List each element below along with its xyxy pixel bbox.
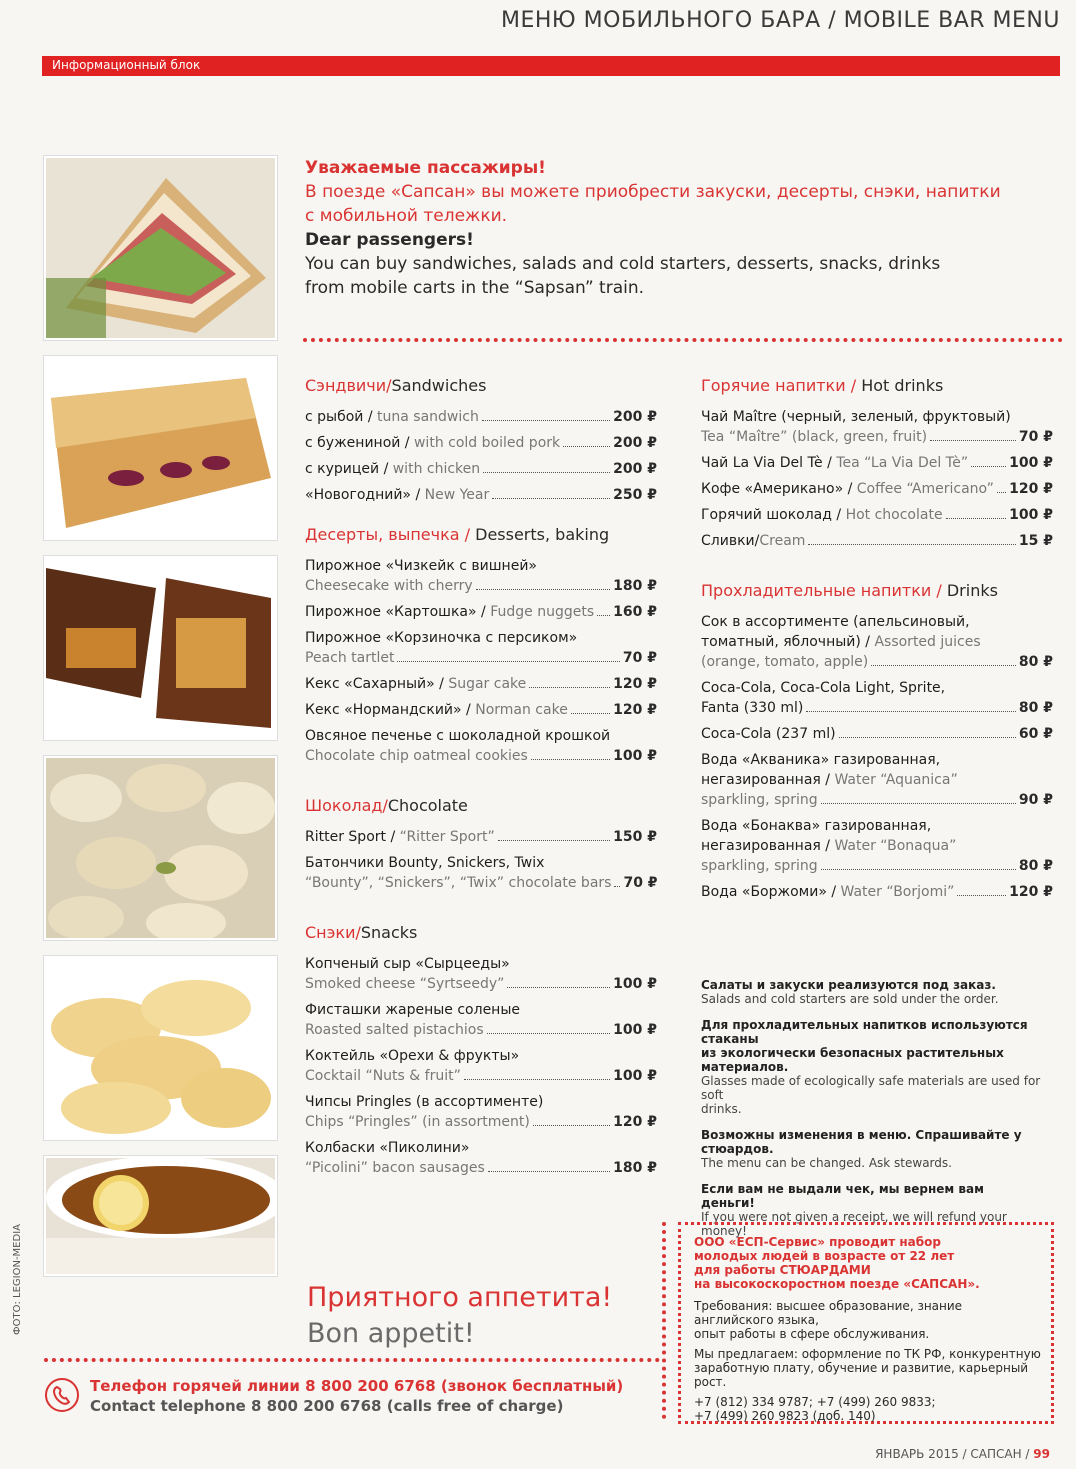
section-title-snacks [305,923,657,942]
item-name-ru: Пирожное «Чизкейк с вишней» [305,558,537,574]
item-name-en: Water “Bonaqua” [834,838,957,854]
page-header-title: МЕНЮ МОБИЛЬНОГО БАРА / MOBILE BAR MENU [501,8,1060,33]
section-title-hot-drinks [701,376,1053,395]
section-title-ru: Горячие напитки / [701,376,862,395]
menu-item [305,602,657,622]
item-name-ru: Сок в ассортименте (апельсиновый, [701,614,970,630]
recruit-offer: Мы предлагаем: оформление по ТК РФ, конкурентную [694,1347,1041,1361]
note-en: drinks. [701,1102,742,1116]
section-title-ru: Сэндвичи/ [305,376,392,395]
note-ru: Если вам не выдали чек, мы вернем вам деньги! [701,1182,984,1210]
menu-item [701,479,1053,499]
item-name-en: Sugar cake [448,676,527,692]
item-price: 120 ₽ [1009,884,1053,900]
menu-item [701,531,1053,551]
leader-dots [487,1033,611,1034]
item-name-ru: Сливки/ [701,533,760,549]
recruit-requirements: опыт работы в сфере обслуживания. [694,1327,930,1341]
item-name-en: “Bounty”, “Snickers”, “Twix” chocolate bars [305,875,612,891]
section-title-en: Sandwiches [391,376,487,395]
item-price: 200 ₽ [613,409,657,425]
section-title-chocolate [305,796,657,815]
item-name-ru: Coca-Cola, Coca-Cola Light, Sprite, [701,680,946,696]
item-name-en: Tea “La Via Del Tè” [836,455,969,471]
leader-dots [563,446,610,447]
hotline-block [90,1376,623,1416]
leader-dots [971,466,1006,467]
menu-item [701,453,1053,473]
leader-dots [997,492,1006,493]
leader-dots [821,803,1016,804]
menu-item [305,974,657,994]
tea-photo [44,1156,277,1276]
menu-item [305,433,657,453]
item-price: 60 ₽ [1018,726,1053,742]
leader-dots [464,1079,610,1080]
intro-separator [303,338,1063,342]
bottom-separator [44,1358,660,1362]
menu-item [701,698,1053,718]
phone-icon [45,1378,79,1412]
note-ru: Возможны изменения в меню. Спрашивайте у стюардов. [701,1128,1022,1156]
item-name-en: sparkling, spring [701,858,818,874]
menu-item [305,485,657,505]
item-name-ru: Овсяное печенье с шоколадной крошкой [305,728,611,744]
note-ru: Для прохладительных напитков используются стаканы [701,1018,1028,1046]
closing-ru: Приятного аппетита! [307,1282,613,1313]
item-name-en: Chocolate chip oatmeal cookies [305,748,528,764]
item-name-en: New Year [424,487,490,503]
item-name-en: (orange, tomato, apple) [701,654,869,670]
item-name-en: Chips “Pringles” (in assortment) [305,1114,530,1130]
item-name-ru: Кекс «Нормандский» / [305,702,476,718]
hotline-en: Contact telephone 8 800 200 6768 (calls free of charge) [90,1397,564,1415]
leader-dots [488,1171,610,1172]
menu-item [305,674,657,694]
note-en: If you were not given a receipt, we will refund your money! [701,1210,1007,1238]
item-name-ru: Горячий шоколад / [701,507,846,523]
note-en: Glasses made of ecologically safe materials are used for soft [701,1074,1041,1102]
leader-dots [871,665,1016,666]
note-ru: Салаты и закуски реализуются под заказ. [701,978,996,992]
recruit-headline: на высокоскоростном поезде «САПСАН». [694,1277,980,1291]
item-name-ru: с бужениной / [305,435,414,451]
leader-dots [839,737,1016,738]
item-price: 180 ₽ [613,578,657,594]
leader-dots [806,711,1016,712]
recruit-requirements: Требования: высшее образование, знание английского языка, [694,1299,963,1327]
item-name-ru: Вода «Боржоми» / [701,884,841,900]
intro-ru-line: с мобильной тележки. [305,206,508,226]
item-name-ru: Чай Maître (черный, зеленый, фруктовый) [701,409,1011,425]
menu-item [305,873,657,893]
item-price: 120 ₽ [613,676,657,692]
item-name-en: Smoked cheese “Syrtseedy” [305,976,505,992]
info-block-bar [42,56,1060,76]
item-price: 200 ₽ [613,461,657,477]
item-name-en: Tea “Maître” (black, green, fruit) [701,429,928,445]
intro-en-title: Dear passengers! [305,230,474,250]
chocolate-bar-photo [44,556,277,740]
item-name-en: Assorted juices [874,634,981,650]
item-name-en: Roasted salted pistachios [305,1022,484,1038]
closing-en: Bon appetit! [307,1318,475,1349]
note-en: The menu can be changed. Ask stewards. [701,1156,952,1170]
menu-item [305,746,657,766]
intro-block [305,156,1045,300]
item-name-en: “Ritter Sport” [399,829,495,845]
item-name-en: Cheesecake with cherry [305,578,473,594]
menu-item [305,407,657,427]
menu-item [701,505,1053,525]
section-title-sandwiches [305,376,657,395]
item-price: 160 ₽ [613,604,657,620]
item-price: 80 ₽ [1018,654,1053,670]
leader-dots [957,895,1006,896]
leader-dots [483,472,610,473]
section-title-ru: Десерты, выпечка / [305,525,476,544]
leader-dots [808,544,1015,545]
item-name-ru: Пирожное «Картошка» / [305,604,491,620]
leader-dots [476,589,611,590]
section-title-drinks [701,581,1053,600]
leader-dots [614,886,620,887]
item-name-ru: негазированная / [701,838,835,854]
section-title-en: Snacks [360,923,418,942]
item-price: 120 ₽ [1009,481,1053,497]
item-name-ru: Чипсы Pringles (в ассортименте) [305,1094,544,1110]
leader-dots [482,420,610,421]
vertical-separator [662,1222,666,1419]
item-name-en: Coffee “Americano” [856,481,994,497]
cake-photo [44,356,277,540]
photo-credit: ФОТО: LEGION-MEDIA [12,1224,23,1335]
leader-dots [946,518,1007,519]
item-name-ru: Чай La Via Del Tè / [701,455,837,471]
hotline-ru: Телефон горячей линии 8 800 200 6768 (звонок бесплатный) [90,1377,624,1395]
item-name-en: Cocktail “Nuts & fruit” [305,1068,461,1084]
section-title-ru: Прохладительные напитки / [701,581,947,600]
leader-dots [533,1125,610,1126]
menu-item [305,1112,657,1132]
menu-item [305,827,657,847]
item-price: 80 ₽ [1018,700,1053,716]
sandwich-photo [44,156,277,340]
leader-dots [821,869,1016,870]
item-name-en: Norman cake [475,702,568,718]
page-number: 99 [1033,1447,1050,1461]
menu-item [701,882,1053,902]
recruitment-box [678,1222,1054,1424]
page-footer [875,1447,1050,1461]
item-name-ru: Колбаски «Пиколини» [305,1140,470,1156]
item-price: 100 ₽ [613,748,657,764]
item-name-ru: Коктейль «Орехи & фрукты» [305,1048,520,1064]
leader-dots [529,687,610,688]
item-price: 70 ₽ [622,650,657,666]
item-name-ru: Fanta (330 ml) [701,700,804,716]
item-price: 70 ₽ [1018,429,1053,445]
intro-en-line: You can buy sandwiches, salads and cold starters, desserts, snacks, drinks [305,254,941,274]
item-name-ru: «Новогодний» / [305,487,425,503]
item-price: 120 ₽ [613,1114,657,1130]
item-name-ru: Кофе «Американо» / [701,481,857,497]
item-name-en: with cold boiled pork [413,435,561,451]
leader-dots [498,840,610,841]
item-name-en: Cream [759,533,806,549]
item-name-ru: Вода «Акваника» газированная, [701,752,941,768]
chips-photo [44,956,277,1140]
intro-ru-title: Уважаемые пассажиры! [305,158,546,178]
item-price: 100 ₽ [613,976,657,992]
section-title-en: Hot drinks [861,376,944,395]
recruit-headline: ООО «ЕСП-Сервис» проводит набор [694,1235,941,1249]
item-price: 100 ₽ [1009,507,1053,523]
item-name-en: sparkling, spring [701,792,818,808]
section-title-en: Desserts, baking [475,525,610,544]
leader-dots [492,498,610,499]
item-price: 100 ₽ [613,1022,657,1038]
item-price: 120 ₽ [613,702,657,718]
item-name-ru: с курицей / [305,461,393,477]
leader-dots [597,615,610,616]
item-name-ru: с рыбой / [305,409,378,425]
menu-item [701,856,1053,876]
item-price: 15 ₽ [1018,533,1053,549]
menu-item [305,576,657,596]
menu-item [701,652,1053,672]
item-price: 100 ₽ [1009,455,1053,471]
notes-block [701,978,1041,1238]
item-name-ru: Батончики Bounty, Snickers, Twix [305,855,545,871]
item-price: 200 ₽ [613,435,657,451]
item-name-en: Hot chocolate [845,507,943,523]
item-name-ru: Ritter Sport / [305,829,400,845]
section-title-desserts [305,525,657,544]
section-title-en: Chocolate [387,796,468,815]
menu-left-column [305,376,657,1178]
recruit-phones: +7 (812) 334 9787; +7 (499) 260 9833; [694,1395,936,1409]
menu-item [305,1020,657,1040]
leader-dots [397,661,619,662]
item-price: 90 ₽ [1018,792,1053,808]
menu-item [701,427,1053,447]
pistachios-photo [44,756,277,940]
menu-right-column [701,376,1053,902]
section-title-ru: Шоколад/ [305,796,388,815]
intro-en-line: from mobile carts in the “Sapsan” train. [305,278,645,298]
menu-item [305,648,657,668]
recruit-headline: молодых людей в возрасте от 22 лет [694,1249,955,1263]
item-name-en: with chicken [392,461,481,477]
footer-text: ЯНВАРЬ 2015 / САПСАН / [875,1447,1034,1461]
item-price: 150 ₽ [613,829,657,845]
item-name-ru: Копченый сыр «Сырцееды» [305,956,510,972]
intro-ru-line: В поезде «Сапсан» вы можете приобрести закуски, десерты, снэки, напитки [305,182,1001,202]
note-en: Salads and cold starters are sold under the order. [701,992,999,1006]
recruit-headline: для работы СТЮАРДАМИ [694,1263,871,1277]
note-ru: из экологически безопасных растительных материалов. [701,1046,1004,1074]
menu-item [701,790,1053,810]
recruit-offer: заработную плату, обучение и развитие, карьерный рост. [694,1361,1029,1389]
item-name-en: Peach tartlet [305,650,395,666]
item-name-en: tuna sandwich [377,409,479,425]
item-name-en: Water “Borjomi” [840,884,955,900]
item-name-ru: Кекс «Сахарный» / [305,676,449,692]
item-price: 180 ₽ [613,1160,657,1176]
item-name-ru: Пирожное «Корзиночка с персиком» [305,630,578,646]
leader-dots [930,440,1016,441]
section-title-ru: Снэки/ [305,923,361,942]
item-price: 250 ₽ [613,487,657,503]
item-name-ru: Фисташки жареные соленые [305,1002,521,1018]
leader-dots [531,759,610,760]
section-title-en: Drinks [946,581,998,600]
item-price: 100 ₽ [613,1068,657,1084]
leader-dots [571,713,610,714]
recruit-phones: +7 (499) 260 9823 (доб. 140) [694,1409,876,1423]
item-name-en: “Picolini” bacon sausages [305,1160,485,1176]
menu-item [305,1158,657,1178]
info-block-label: Информационный блок [52,58,201,72]
menu-item [305,700,657,720]
item-name-ru: Вода «Бонаква» газированная, [701,818,932,834]
item-name-en: Fudge nuggets [490,604,595,620]
item-price: 80 ₽ [1018,858,1053,874]
item-name-ru: негазированная / [701,772,835,788]
item-name-ru: томатный, яблочный) / [701,634,875,650]
menu-item [305,459,657,479]
item-name-en: Water “Aquanica” [834,772,958,788]
leader-dots [507,987,610,988]
menu-item [305,1066,657,1086]
item-name-ru: Coca-Cola (237 ml) [701,726,836,742]
menu-item [701,724,1053,744]
item-price: 70 ₽ [623,875,658,891]
